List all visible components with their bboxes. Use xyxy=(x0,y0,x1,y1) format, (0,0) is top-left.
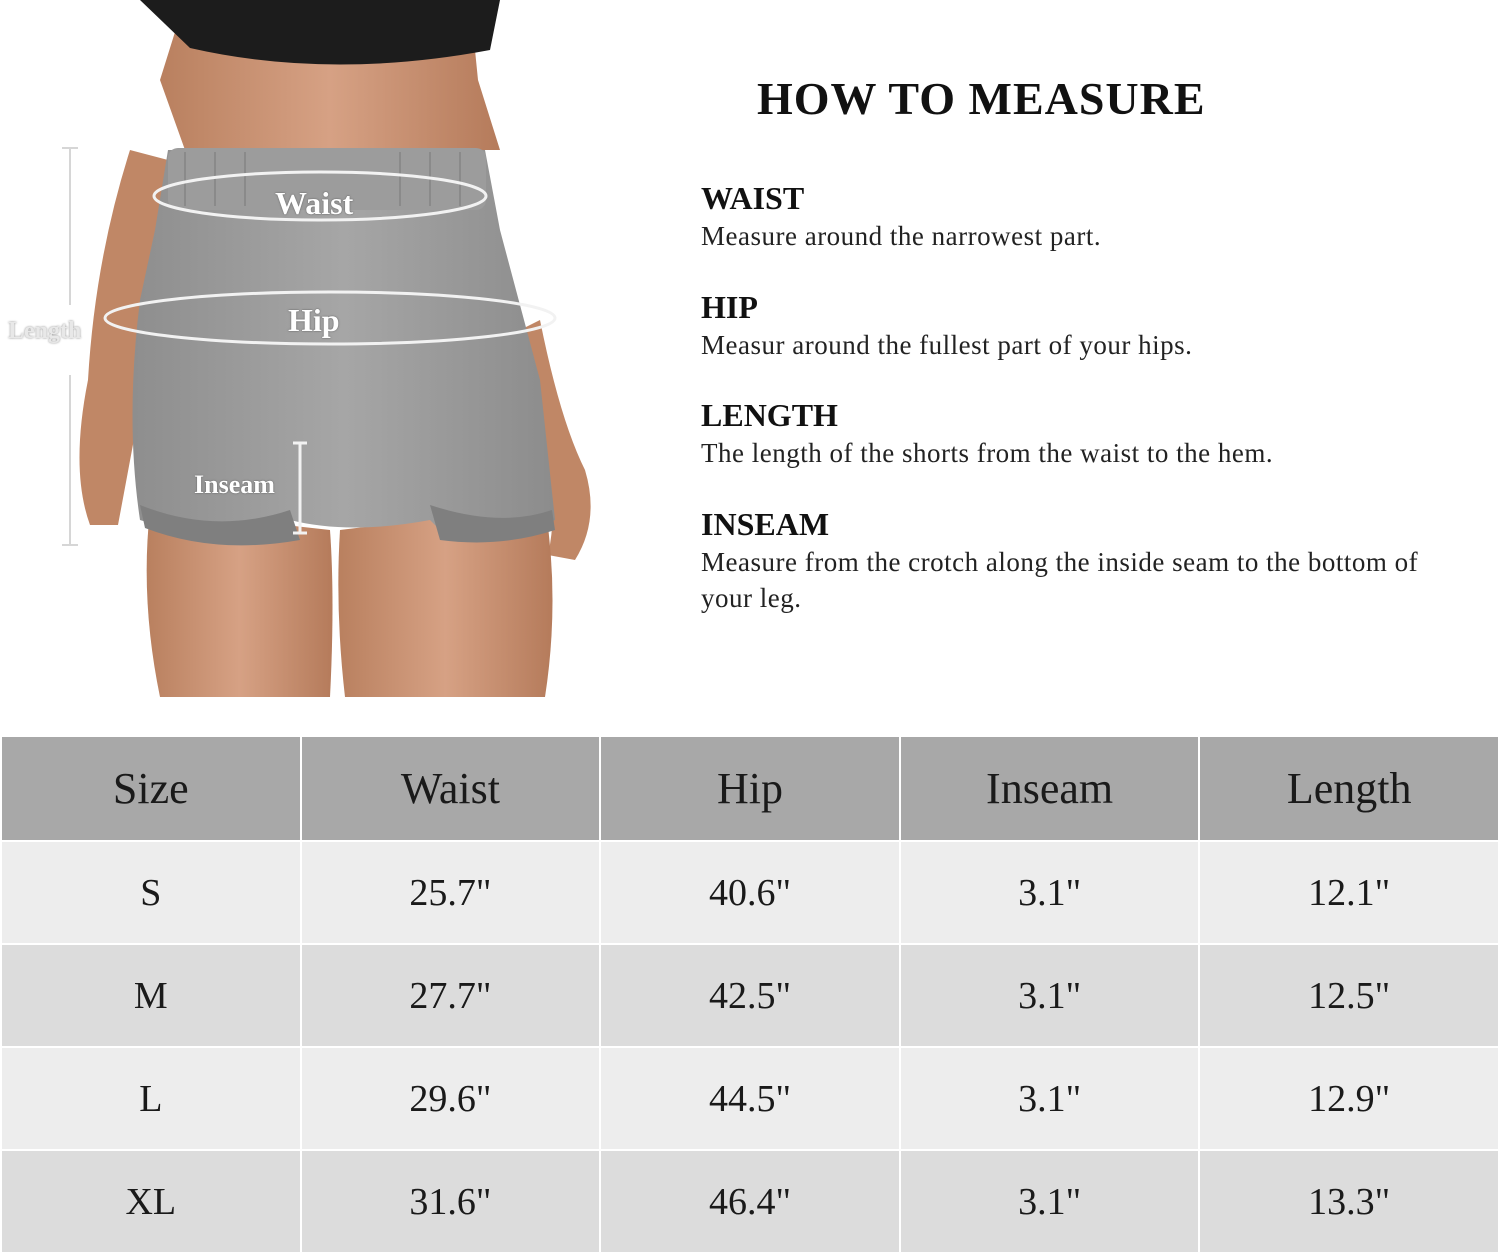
cell-inseam: 3.1" xyxy=(900,1047,1200,1150)
header-size: Size xyxy=(1,736,301,841)
cell-size: S xyxy=(1,841,301,944)
cell-hip: 42.5" xyxy=(600,944,900,1047)
section-heading: WAIST xyxy=(701,180,805,216)
header-inseam: Inseam xyxy=(900,736,1200,841)
section-heading: HIP xyxy=(701,289,758,325)
shorts-figure-graphic xyxy=(0,0,640,700)
table-row xyxy=(1,841,1499,944)
model-illustration xyxy=(0,0,640,700)
section-heading: LENGTH xyxy=(701,397,838,433)
table-header-row xyxy=(1,736,1499,841)
guide-section-hip xyxy=(701,289,1461,363)
cell-waist: 31.6" xyxy=(301,1150,601,1253)
cell-length: 12.1" xyxy=(1199,841,1499,944)
section-text: Measur around the fullest part of your hips. xyxy=(701,330,1193,360)
cell-inseam: 3.1" xyxy=(900,841,1200,944)
cell-waist: 27.7" xyxy=(301,944,601,1047)
length-label: Length xyxy=(8,318,82,344)
cell-size: M xyxy=(1,944,301,1047)
section-text: The length of the shorts from the waist to the hem. xyxy=(701,438,1274,468)
header-hip: Hip xyxy=(600,736,900,841)
table-row xyxy=(1,1150,1499,1253)
cell-waist: 29.6" xyxy=(301,1047,601,1150)
inseam-label: Inseam xyxy=(194,470,275,499)
guide-title: HOW TO MEASURE xyxy=(757,73,1206,124)
header-waist: Waist xyxy=(301,736,601,841)
cell-hip: 46.4" xyxy=(600,1150,900,1253)
section-text: Measure from the crotch along the inside seam to the bottom of your leg. xyxy=(701,547,1419,613)
cell-length: 12.9" xyxy=(1199,1047,1499,1150)
cell-waist: 25.7" xyxy=(301,841,601,944)
waist-label: Waist xyxy=(275,185,354,221)
cell-length: 12.5" xyxy=(1199,944,1499,1047)
guide-section-inseam xyxy=(701,506,1461,616)
cell-size: XL xyxy=(1,1150,301,1253)
cell-inseam: 3.1" xyxy=(900,944,1200,1047)
size-chart-table xyxy=(0,735,1500,1254)
table-row xyxy=(1,1047,1499,1150)
hip-label: Hip xyxy=(288,302,340,338)
table-row xyxy=(1,944,1499,1047)
cell-hip: 44.5" xyxy=(600,1047,900,1150)
cell-length: 13.3" xyxy=(1199,1150,1499,1253)
guide-section-waist xyxy=(701,180,1461,254)
cell-size: L xyxy=(1,1047,301,1150)
cell-inseam: 3.1" xyxy=(900,1150,1200,1253)
header-length: Length xyxy=(1199,736,1499,841)
section-heading: INSEAM xyxy=(701,506,830,542)
section-text: Measure around the narrowest part. xyxy=(701,221,1102,251)
guide-section-length xyxy=(701,397,1461,471)
cell-hip: 40.6" xyxy=(600,841,900,944)
